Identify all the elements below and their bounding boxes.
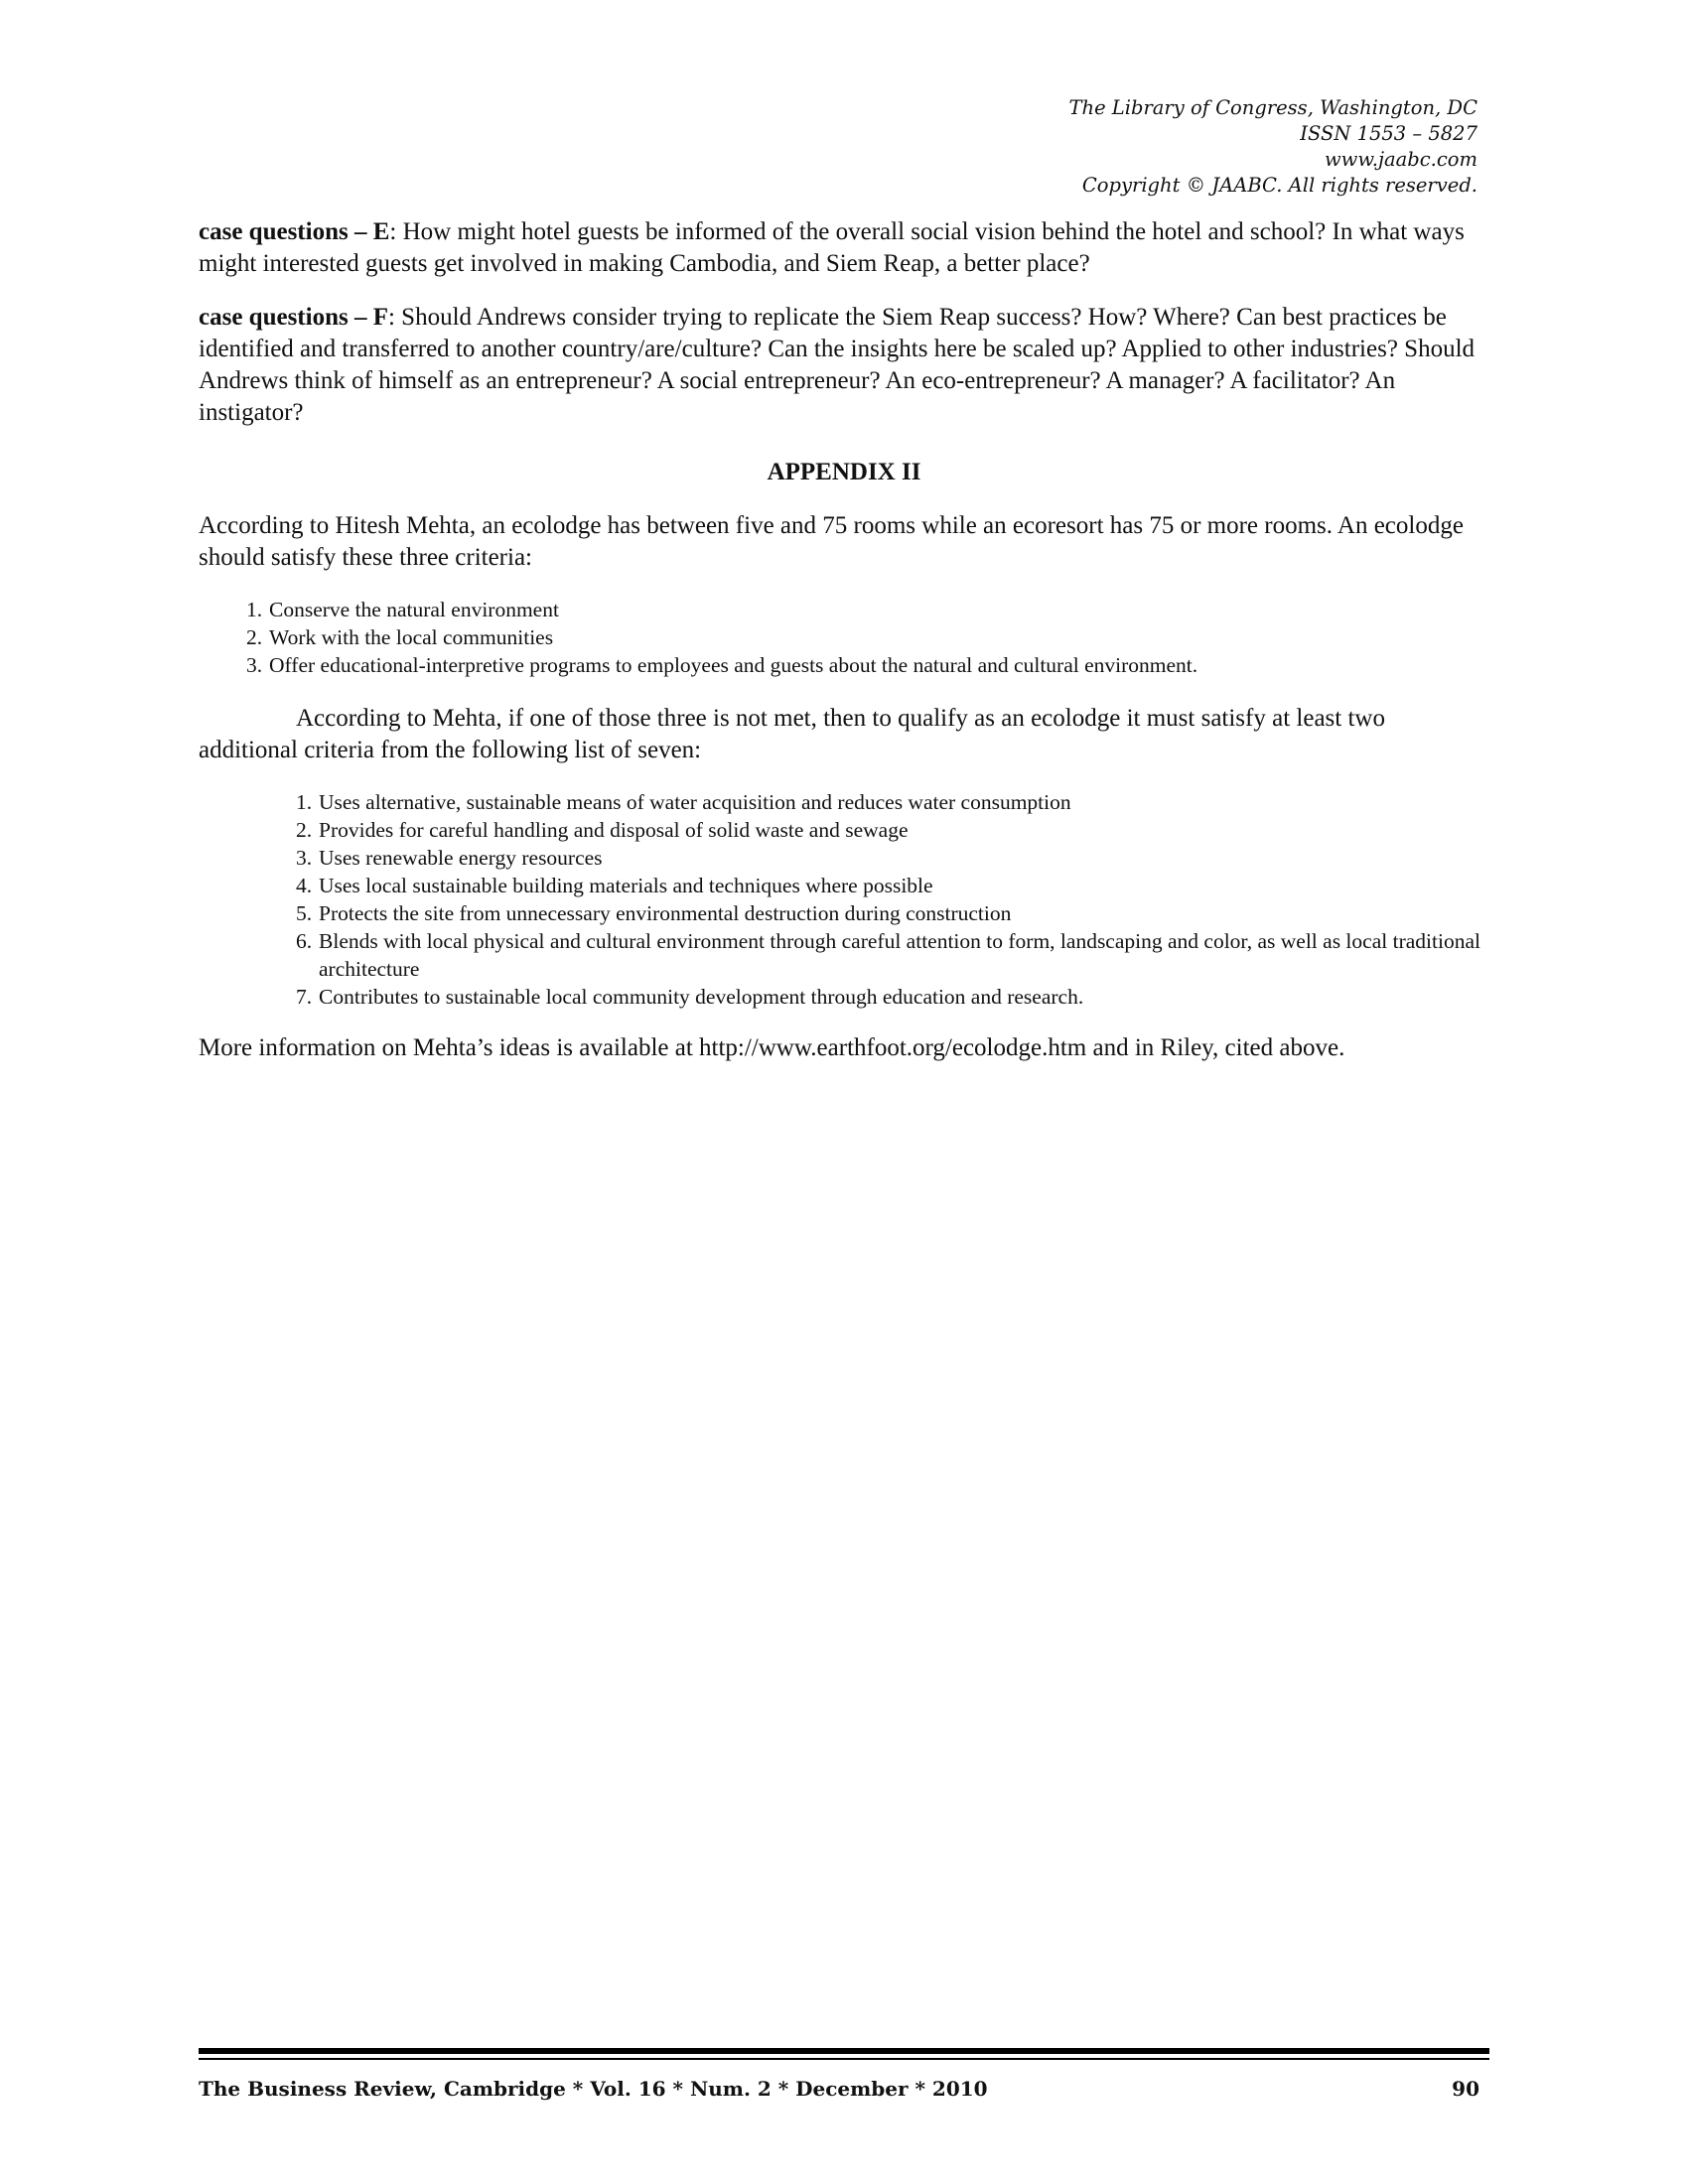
list-item-number: 1. <box>246 598 263 621</box>
criteria-list <box>246 596 1489 679</box>
list-item-number: 2. <box>246 625 263 649</box>
list-item-text: Blends with local physical and cultural environment through careful attention to form, landscaping and color, as well as local traditional architecture <box>319 929 1480 981</box>
list-item-number: 3. <box>296 846 313 870</box>
list-item-number: 6. <box>296 929 313 953</box>
page-footer <box>199 2077 1479 2101</box>
additional-criteria-list <box>296 788 1489 1011</box>
case-e-text: : How might hotel guests be informed of the overall social vision behind the hotel and school? In what ways might interested guests get involved in making Cambodia, and Siem Reap, a better place? <box>199 218 1465 277</box>
header-line-library: The Library of Congress, Washington, DC <box>1068 96 1477 119</box>
journal-header <box>1069 95 1478 199</box>
closing-paragraph: More information on Mehta’s ideas is available at http://www.earthfoot.org/ecolodge.htm and in Riley, cited above. <box>199 1034 1345 1061</box>
list-item-text: Provides for careful handling and disposal of solid waste and sewage <box>319 818 909 842</box>
list-item-number: 4. <box>296 874 313 897</box>
footer-divider-thin <box>199 2058 1489 2060</box>
list-item <box>296 844 1489 872</box>
list-item <box>296 899 1489 927</box>
appendix-second-paragraph: According to Mehta, if one of those three is not met, then to qualify as an ecolodge it must satisfy at least two additional criteria from the following list of seven: <box>199 705 1385 763</box>
header-line-website: www.jaabc.com <box>1324 148 1477 171</box>
list-item-number: 7. <box>296 985 313 1009</box>
list-item <box>296 872 1489 899</box>
list-item <box>246 651 1489 679</box>
list-item-text: Uses alternative, sustainable means of water acquisition and reduces water consumption <box>319 790 1071 814</box>
list-item <box>246 596 1489 623</box>
case-questions-e <box>199 216 1489 280</box>
footer-journal-citation: The Business Review, Cambridge * Vol. 16 * Num. 2 * December * 2010 <box>199 2077 988 2101</box>
appendix-title: APPENDIX II <box>767 459 921 485</box>
list-item-number: 5. <box>296 901 313 925</box>
appendix-intro: According to Hitesh Mehta, an ecolodge has between five and 75 rooms while an ecoresort has 75 or more rooms. An ecolodge should satisfy these three criteria: <box>199 512 1464 571</box>
list-item <box>296 816 1489 844</box>
page-number: 90 <box>1452 2077 1479 2101</box>
list-item-number: 2. <box>296 818 313 842</box>
list-item-text: Contributes to sustainable local community development through education and research. <box>319 985 1084 1009</box>
footer-divider <box>199 2048 1489 2054</box>
list-item-text: Uses renewable energy resources <box>319 846 603 870</box>
header-line-issn: ISSN 1553 – 5827 <box>1300 122 1477 145</box>
case-f-text: : Should Andrews consider trying to replicate the Siem Reap success? How? Where? Can best practices be identified and transferred to another country/are/culture? Can the insights here be scaled up? Applied to other industries? Should Andrews think of himself as an entrepreneur? A social entrepreneur? An eco-entrepreneur? A manager? A facilitator? An instigator? <box>199 304 1476 426</box>
list-item <box>296 983 1489 1011</box>
list-item-text: Conserve the natural environment <box>269 598 559 621</box>
list-item-number: 1. <box>296 790 313 814</box>
list-item-text: Protects the site from unnecessary environmental destruction during construction <box>319 901 1012 925</box>
list-item <box>296 788 1489 816</box>
list-item-text: Offer educational-interpretive programs to employees and guests about the natural and cultural environment. <box>269 653 1198 677</box>
list-item <box>246 623 1489 651</box>
list-item-number: 3. <box>246 653 263 677</box>
case-e-label: case questions – E <box>199 218 390 245</box>
list-item-text: Uses local sustainable building materials and techniques where possible <box>319 874 933 897</box>
case-questions-f <box>199 302 1489 429</box>
main-content <box>199 216 1489 1086</box>
list-item-text: Work with the local communities <box>269 625 554 649</box>
case-f-label: case questions – F <box>199 304 388 331</box>
header-line-copyright: Copyright © JAABC. All rights reserved. <box>1081 174 1477 197</box>
list-item <box>296 927 1489 983</box>
